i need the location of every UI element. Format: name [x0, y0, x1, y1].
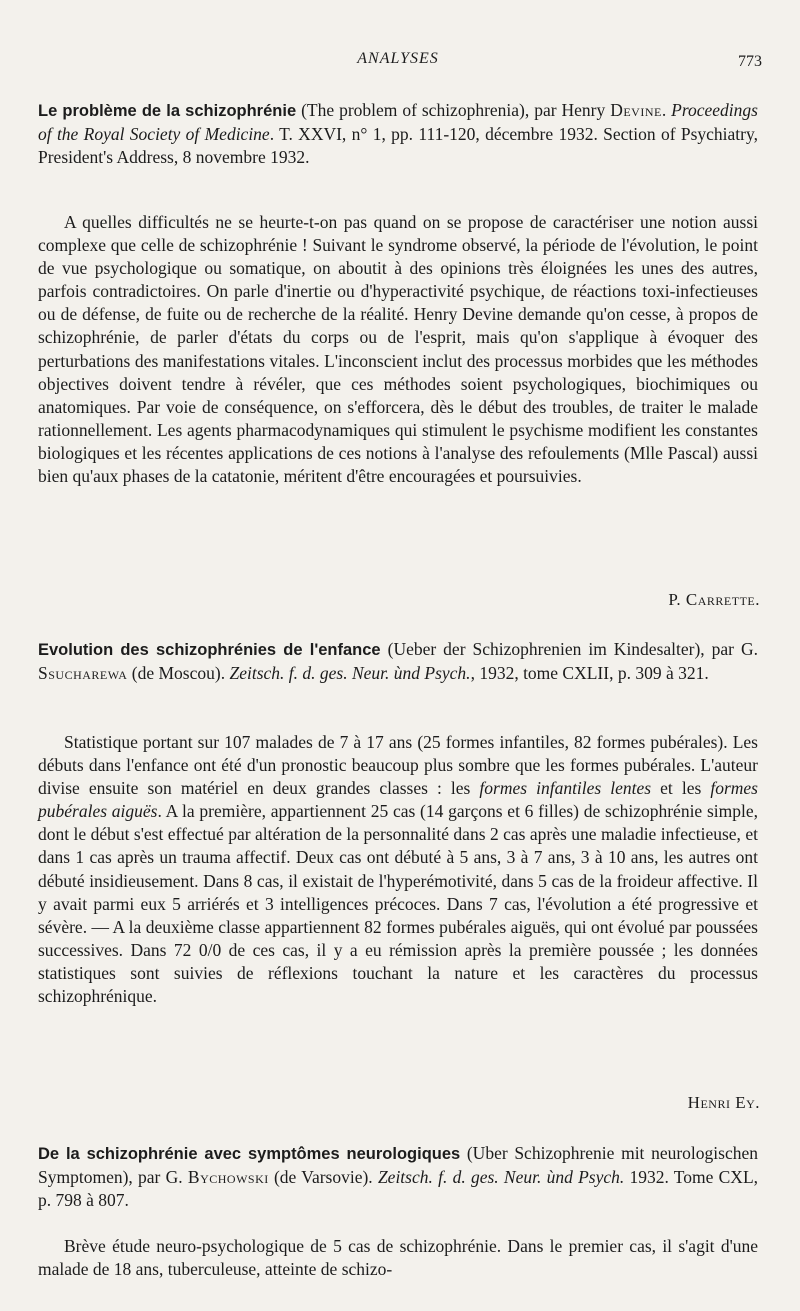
- article-1-title: Le problème de la schizophrénie: [38, 102, 297, 120]
- article-3-journal: Zeitsch. f. d. ges. Neur. ùnd Psych.: [377, 1167, 625, 1188]
- article-1-author: Devine: [610, 100, 662, 120]
- article-2-body: [38, 731, 758, 1008]
- article-2-details: , 1932, tome CXLII, p. 309 à 321.: [470, 663, 709, 684]
- article-2-body-part-3: . A la première, appartiennent 25 cas (14 garçons et 6 filles) de schizophrénie simple, dont le début s'est effectué par altération de la personnalité dans 2 cas après une maladie infectieuse, et dans 1 cas après un trauma affectif. Deux cas ont débuté à 5 ans, 3 à 7 ans, 3 à 10 ans, les autres ont débuté insidieusement. Dans 8 cas, il existait de l'hyperémotivité, dans 5 cas de la froideur affective. Il y avait parmi eux 5 arriérés et 3 intelligences précoces. Dans 7 cas, l'évolution a été progressive et sévère. — A la deuxième classe appartiennent 82 formes pubérales aiguës, qui ont évolué par poussées successives. Dans 72 0/0 de ces cas, il y a eu rémission après la première poussée ; les données statistiques sont suivies de réflexions touchant la nature et les caractères du processus schizophrénique.: [38, 801, 758, 1007]
- article-1-body: A quelles difficultés ne se heurte-t-on pas quand on se propose de caractériser une notion aussi complexe que celle de schizophrénie ! Suivant le syndrome observé, la période de l'évolution, le point de vue psychologique ou somatique, on aboutit à des opinions très éloignées les unes des autres, parfois contradictoires. On parle d'inertie ou d'hyperactivité psychique, de réactions toxi-infectieuses ou de défense, de fuite ou de recherche de la réalité. Henry Devine demande qu'on cesse, à propos de schizophrénie, de parler d'états du corps ou de l'esprit, mais qu'on s'applique à évoquer des perturbations des manifestations vitales. L'inconscient inclut des processus morbides que les méthodes objectives doivent tendre à révéler, que ces méthodes soient psychologiques, biochimiques ou anatomiques. Par voie de conséquence, on s'efforcera, dès le début des troubles, de traiter le malade rationnellement. Les agents pharmacodynamiques qui stimulent le psychisme modifient les constantes biologiques et les récentes applications de ces notions à l'analyse des refoulements (Mlle Pascal) aussi bien qu'aux phases de la catatonie, méritent d'être encouragées et poursuivies.: [38, 212, 758, 487]
- article-1-details: . T. XXVI, n° 1, pp. 111-120, décembre 1932. Section of Psychiatry, President's Address, 8 novembre 1932.: [38, 124, 758, 168]
- article-2-title: Evolution des schizophrénies de l'enfance: [38, 641, 381, 659]
- article-3-title: De la schizophrénie avec symptômes neurologiques: [38, 1145, 461, 1163]
- article-1-heading-sep: .: [661, 100, 672, 120]
- article-1-journal: Proceedings of the Royal Society of Medicine: [38, 100, 758, 145]
- article-2-body-italic-2: formes pubérales aiguës: [38, 778, 758, 822]
- article-2-signature: Henri Ey.: [687, 1093, 760, 1112]
- article-1-heading: [38, 99, 758, 169]
- article-2-author-initial: G.: [741, 639, 759, 659]
- article-2-heading-text: (Ueber der Schizophrenien im Kindesalter), par: [380, 639, 741, 659]
- article-1-signature: P. Carrette.: [668, 590, 760, 609]
- article-2-body-part-2: et les: [651, 778, 711, 799]
- article-3-details: 1932. Tome CXL, p. 798 à 807.: [38, 1167, 759, 1211]
- article-3-body: Brève étude neuro-psychologique de 5 cas de schizophrénie. Dans le premier cas, il s'agit d'une malade de 18 ans, tuberculeuse, atteinte de schizo-: [38, 1236, 758, 1280]
- article-3-heading-after-author: (de Varsovie).: [268, 1167, 378, 1188]
- article-3-author: Bychowski: [187, 1167, 269, 1188]
- article-2-body-italic-1: formes infantiles lentes: [479, 778, 652, 799]
- article-3-heading-text: (Uber Schizophrenie mit neurologischen Symptomen), par G.: [38, 1143, 758, 1188]
- article-2-body-part-1: Statistique portant sur 107 malades de 7 à 17 ans (25 formes infantiles, 82 formes pubérales). Les débuts dans l'enfance ont été d'un pronostic beaucoup plus sombre que les formes pubérales. L'auteur divise ensuite son matériel en deux grandes classes : les: [38, 732, 758, 799]
- page-number: 773: [738, 53, 762, 70]
- running-title: ANALYSES: [357, 50, 439, 67]
- article-2-journal: Zeitsch. f. d. ges. Neur. ùnd Psych.: [229, 663, 471, 684]
- article-3-heading: [38, 1142, 758, 1212]
- page-header: [36, 50, 760, 74]
- article-2-heading-after-author: (de Moscou).: [127, 663, 230, 684]
- article-2-heading: [38, 638, 758, 685]
- article-2-author: Ssucharewa: [38, 663, 128, 684]
- article-1-heading-text: (The problem of schizophrenia), par Henry: [296, 100, 611, 120]
